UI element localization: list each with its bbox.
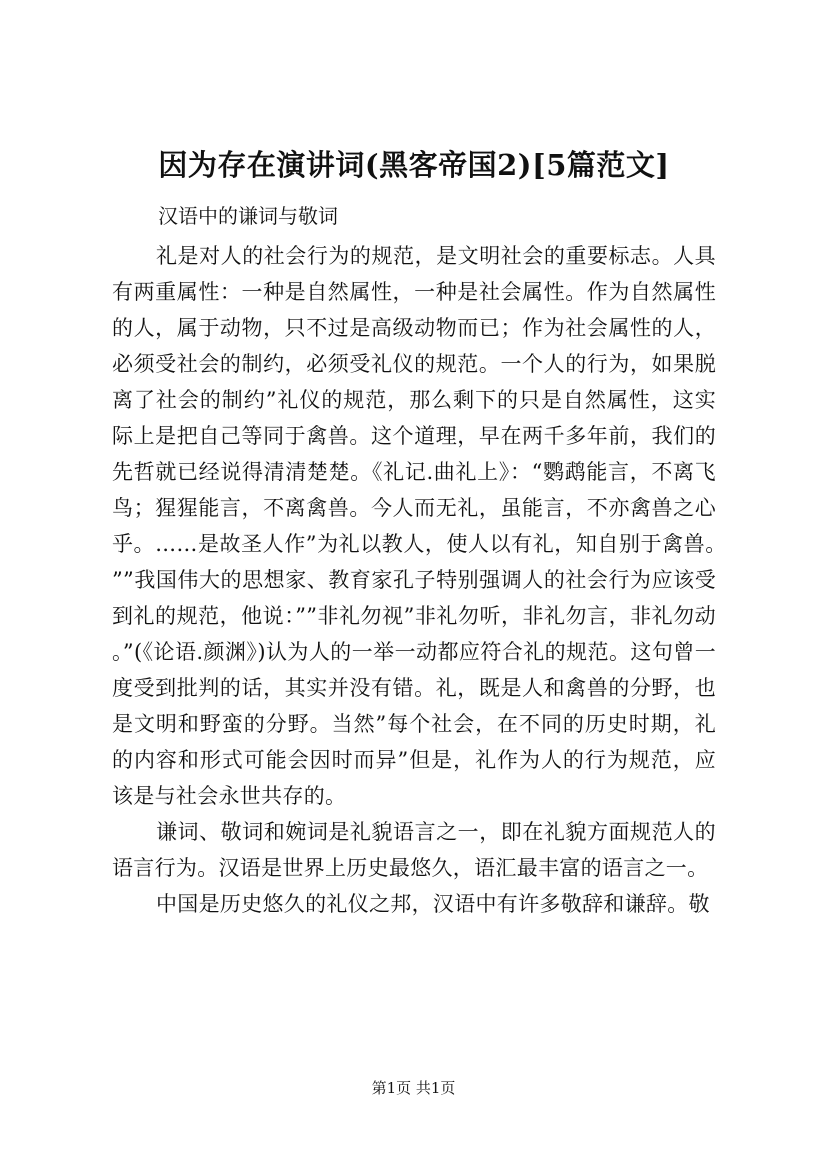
document-title: 因为存在演讲词(黑客帝国2)[5篇范文] — [158, 148, 670, 182]
document-subtitle: 汉语中的谦词与敬词 — [158, 204, 338, 228]
paragraph: 谦词、敬词和婉词是礼貌语言之一，即在礼貌方面规范人的语言行为。汉语是世界上历史最悠久，语汇最丰富的语言之一。 — [112, 820, 716, 880]
document-body — [112, 238, 716, 922]
page-footer: 第1页 共1页 — [371, 1079, 456, 1097]
paragraph: 礼是对人的社会行为的规范，是文明社会的重要标志。人具有两重属性：一种是自然属性，一种是社会属性。作为自然属性的人，属于动物，只不过是高级动物而已；作为社会属性的人，必须受社会的制约，必须受礼仪的规范。一个人的行为，如果脱离了社会的制约”礼仪的规范，那么剩下的只是自然属性，这实际上是把自己等同于禽兽。这个道理，早在两千多年前，我们的先哲就已经说得清清楚楚。《礼记.曲礼上》：“鹦鹉能言，不离飞鸟；猩猩能言，不离禽兽。今人而无礼，虽能言，不亦禽兽之心乎。……是故圣人作”为礼以教人，使人以有礼，知自别于禽兽。””我国伟大的思想家、教育家孔子特别强调人的社会行为应该受到礼的规范，他说：””非礼勿视”非礼勿听，非礼勿言，非礼勿动。”(《论语.颜渊》)认为人的一举一动都应符合礼的规范。这句曾一度受到批判的话，其实并没有错。礼，既是人和禽兽的分野，也是文明和野蛮的分野。当然”每个社会，在不同的历史时期，礼的内容和形式可能会因时而异”但是，礼作为人的行为规范，应该是与社会永世共存的。 — [112, 244, 716, 808]
paragraph: 中国是历史悠久的礼仪之邦，汉语中有许多敬辞和谦辞。敬 — [156, 892, 710, 916]
